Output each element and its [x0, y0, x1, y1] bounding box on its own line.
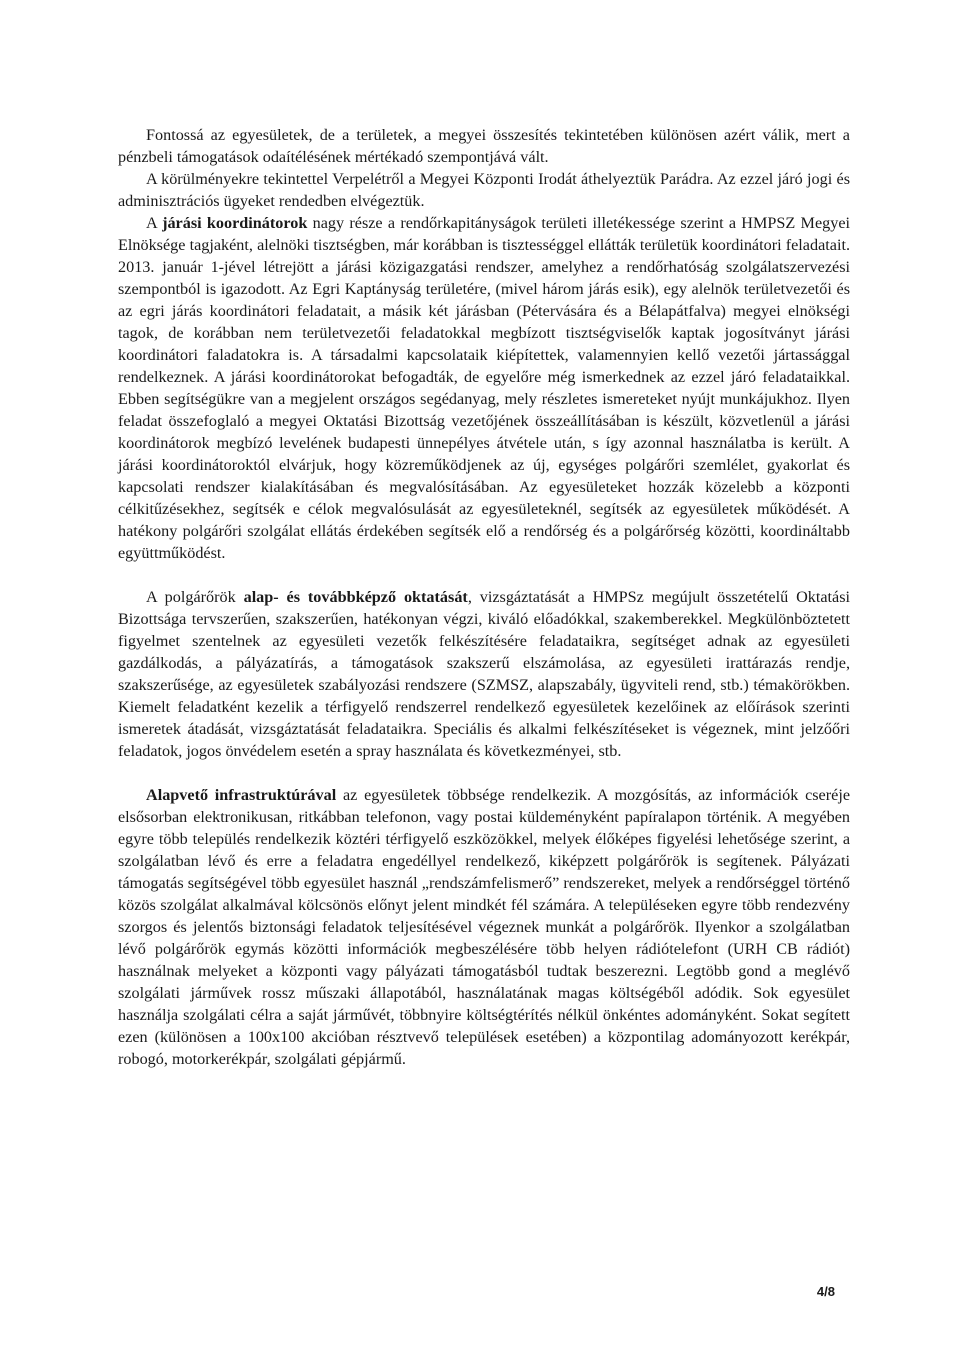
paragraph-training: [118, 586, 850, 762]
paragraph-text: A polgárőrök: [146, 588, 244, 606]
paragraph-text: Fontossá az egyesületek, de a területek, a megyei összesítés tekintetében különösen azért válik, mert a pénzbeli támogatások odaítélésének mértékadó szempontjává vált.: [118, 126, 850, 166]
paragraph-infrastructure: [118, 784, 850, 1070]
paragraph-text: nagy része a rendőrkapitányságok területi illetékessége szerint a HMPSZ Megyei Elnöksége tagjaként, alelnöki tisztségben, már korábban is tisztességgel ellátták területük koordinátori feladatait. 2013. január 1-jével létrejött a járási közigazgatási rendszer, amelyhez a rendőrhatóság szolgálatszervezési szempontból is igazodott. Az Egri Kaptányság területére, (mivel három járás esik), egy alelnök területvezetői és az egri járás koordinátori feladatait, a másik két járásban (Pétervására és a Bélapátfalva) megyei elnökségi tagok, de korábban nem területvezetői feladatokkal megbízott tisztségviselők kaptak jogosítványt járási koordinátori faladatokra is. A társadalmi kapcsolataik kiépítettek, valamennyien kellő vezetői jártassággal rendelkeznek. A járási koordinátorokat befogadták, de egyelőre még ismerkednek az ezzel járó feladataikkal. Ebben segítségükre van a megjelent országos segédanyag, mely részletes ismereteket nyújt munkájukhoz. Ilyen feladat összefoglaló a megyei Oktatási Bizottság vezetőjének összeállításában is készült, közvetlenül a járási koordinátorok megbízó levelének budapesti ünnepélyes átvétele után, s így azonnal használatba is került. A járási koordinátoroktól elvárjuk, hogy közreműködjenek az új, egységes polgárőri szemlélet, gyakorlat és kapcsolati rendszer kialakításában és megvalósításában. Az egyesületeket hozzák közelebb a központi célkitűzésekhez, segítsék e célok megvalósulását az egyesületeknél, segítsék az egyesületek működését. A hatékony polgárőri szolgálat ellátás érdekében segítsék elő a rendőrség és a polgárőrség közötti, koordináltabb együttműködést.: [118, 214, 851, 562]
paragraph-text: , vizsgáztatását a HMPSz megújult összetételű Oktatási Bizottsága tervszerűen, szakszerűen, hatékonyan végzi, kiváló előadókkal, szakemberekkel. Megkülönböztetett figyelmet szentelnek az egyesületi vezetők felkészítésére feladataikra, segítséget adnak az egyesületi gazdálkodás, a pályázatírás, a támogatások szakszerű elszámolása, az egyesületi irattárazás rendje, szakszerűsége, az egyesületek szabályozási rendszere (SZMSZ, alapszabály, ügyviteli rend, stb.) témakörökben. Kiemelt feladatként kezelik a térfigyelő rendszerrel rendelkező egyesületek kezelőinek az előírások szerinti ismeretek átadását, vizsgáztatását feladataikra. Speciális és alkalmi felkészítéseket is végeznek, mint jelzőőri feladatok, jogos önvédelem esetén a spray használata és következményei, stb.: [118, 588, 851, 760]
paragraph-competition: [118, 124, 850, 168]
paragraph-text: A körülményekre tekintettel Verpelétről a Megyei Központi Irodát áthelyeztük Parádra. Az ezzel járó jogi és adminisztrációs ügyeket rendedben elvégeztük.: [118, 170, 850, 210]
paragraph-text: A: [146, 214, 163, 232]
document-body: [118, 124, 850, 1070]
paragraph-bold-text: járási koordinátorok: [162, 214, 308, 232]
paragraph-district-coordinators: [118, 212, 850, 564]
paragraph-bold-text: Alapvető infrastruktúrával: [146, 786, 337, 804]
paragraph-office-relocation: [118, 168, 850, 212]
page-number: 4/8: [816, 1284, 835, 1299]
paragraph-bold-text: alap- és továbbképző oktatását: [243, 588, 468, 606]
paragraph-text: az egyesületek többsége rendelkezik. A mozgósítás, az információk cseréje elsősorban elektronikusan, ritkábban telefonon, vagy postai küldeményként papíralapon történik. A megyében egyre több település rendelkezik köztéri térfigyelő eszközökkel, melyek élőképes figyelési lehetősége szerint, a szolgálatban lévő és erre a feladatra engedéllyel rendelkező, kiképzett polgárőrök is segítenek. Pályázati támogatás segítségével több egyesület használ „rendszámfelismerő” rendszereket, melyek a rendőrséggel történő közös szolgálat alkalmával kölcsönös előnyt jelent mindkét fél számára. A településeken egyre több rendezvény szorgos és jelentős biztonsági feladatok teljesítésével végeznek munkát a polgárőrök. Ilyenkor a szolgálatban lévő polgárőrök egymás közötti információk megbeszélésére több helyen rádiótelefont (URH CB rádiót) használnak melyeket a központi vagy pályázati támogatásból tudtak beszerezni. Legtöbb gond a meglévő szolgálati járművek rossz műszaki állapotából, használatának magas költségéből adódik. Sok egyesület használja szolgálati célra a saját járművét, többnyire költségtérítés nélkül önkéntes adományként. Sokat segített ezen (különösen a 100x100 akcióban résztvevő települések esetében) a központilag adományozott kerékpár, robogó, motorkerékpár, szolgálati gépjármű.: [118, 786, 850, 1068]
